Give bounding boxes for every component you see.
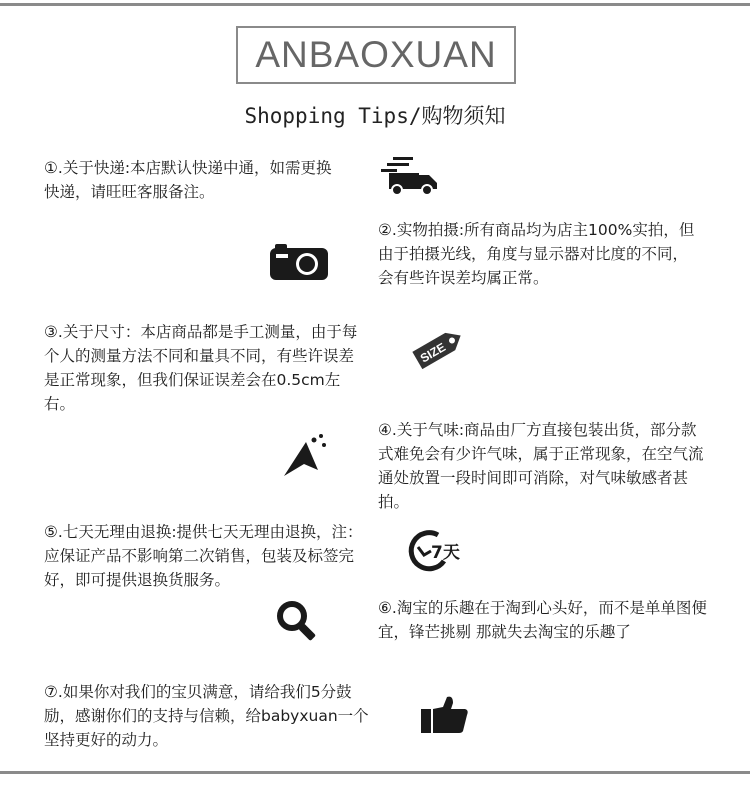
camera-icon [269,243,329,281]
delivery-truck-icon [379,155,441,197]
bottom-divider [0,771,750,774]
brand-logo-box [236,26,516,84]
size-tag-label: SIZE [417,339,448,366]
tip-6: ⑥.淘宝的乐趣在于淘到心头好，而不是单单图便宜，锋芒挑剔 那就失去淘宝的乐趣了 [378,599,707,641]
scent-spray-icon [280,432,330,480]
thumbs-up-icon [419,695,469,735]
seven-day-return-icon [404,527,464,575]
brand-name: ANBAOXUAN [255,34,497,75]
tip-7: ⑦.如果你对我们的宝贝满意，请给我们5分鼓励，感谢你们的支持与信赖，给babyxuan一个坚持更好的动力。 [44,683,369,749]
top-divider [0,3,750,6]
seven-day-label: 7天 [431,543,460,563]
magnifier-icon [274,598,320,644]
tip-1: ①.关于快递:本店默认快递中通，如需更换快递，请旺旺客服备注。 [44,159,332,201]
tip-4: ④.关于气味:商品由厂方直接包装出货，部分款式难免会有少许气味，属于正常现象，在空气流通处放置一段时间即可消除，对气味敏感者甚拍。 [378,421,704,511]
tip-3: ③.关于尺寸：本店商品都是手工测量，由于每个人的测量方法不同和量具不同，有些许误差是正常现象，但我们保证误差会在0.5cm左右。 [44,323,358,413]
size-tag-icon [410,322,468,374]
page-subtitle: Shopping Tips/购物须知 [244,104,506,128]
tip-5: ⑤.七天无理由退换:提供七天无理由退换，注：应保证产品不影响第二次销售，包装及标签完好，即可提供退换货服务。 [44,523,363,589]
tip-2: ②.实物拍摄:所有商品均为店主100%实拍，但由于拍摄光线，角度与显示器对比度的不同，会有些许误差均属正常。 [378,221,695,287]
